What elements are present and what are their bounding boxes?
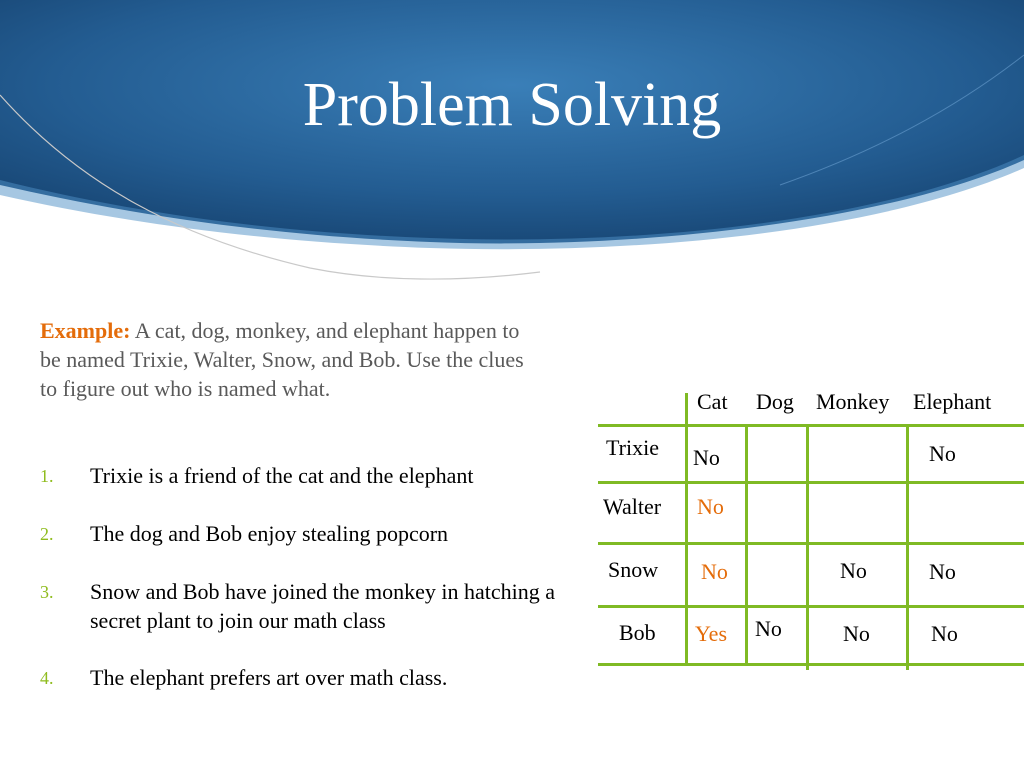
clue-text: Snow and Bob have joined the monkey in hatching a secret plant to join our math class: [90, 579, 555, 633]
list-item: [40, 461, 473, 490]
grid-line: [806, 425, 809, 670]
cell-bob-elephant: No: [931, 621, 958, 646]
clue-text: The dog and Bob enjoy stealing popcorn: [90, 521, 449, 546]
list-item: [40, 663, 560, 692]
column-header-elephant: Elephant: [913, 389, 992, 414]
grid-line: [598, 663, 1024, 666]
cell-trixie-cat: No: [693, 445, 720, 470]
clue-text: Trixie is a friend of the cat and the elephant: [90, 463, 474, 488]
grid-line: [745, 425, 748, 665]
grid-line: [685, 393, 688, 665]
column-header-cat: Cat: [697, 389, 728, 414]
grid-line: [598, 605, 1024, 608]
row-header-snow: Snow: [608, 557, 659, 582]
row-header-walter: Walter: [603, 494, 662, 519]
cell-snow-elephant: No: [929, 559, 956, 584]
cell-bob-cat: Yes: [695, 621, 728, 646]
clue-text: The elephant prefers art over math class.: [90, 665, 448, 690]
example-text: A cat, dog, monkey, and elephant happen to be named Trixie, Walter, Snow, and Bob. Use the clues to figure out who is named what.: [40, 318, 524, 401]
cell-walter-cat: No: [697, 494, 724, 519]
example-label: Example:: [40, 318, 131, 343]
list-item: [40, 577, 560, 635]
column-header-monkey: Monkey: [816, 389, 890, 414]
cell-bob-monkey: No: [843, 621, 870, 646]
list-item: [40, 519, 448, 548]
slide-title: Problem Solving: [302, 71, 722, 139]
row-header-trixie: Trixie: [606, 435, 659, 460]
cell-snow-monkey: No: [840, 558, 867, 583]
column-header-dog: Dog: [756, 389, 794, 414]
example-paragraph: [40, 316, 530, 403]
header-background: [0, 0, 1024, 300]
clue-number: 2.: [40, 524, 54, 544]
grid-line: [598, 481, 1024, 484]
clue-number: 1.: [40, 466, 54, 486]
grid-line: [906, 425, 909, 670]
row-header-bob: Bob: [619, 620, 656, 645]
clue-number: 3.: [40, 582, 54, 602]
grid-line: [598, 424, 1024, 427]
cell-trixie-elephant: No: [929, 441, 956, 466]
cell-bob-dog: No: [755, 616, 782, 641]
clue-number: 4.: [40, 668, 54, 688]
grid-line: [598, 542, 1024, 545]
cell-snow-cat: No: [701, 559, 728, 584]
